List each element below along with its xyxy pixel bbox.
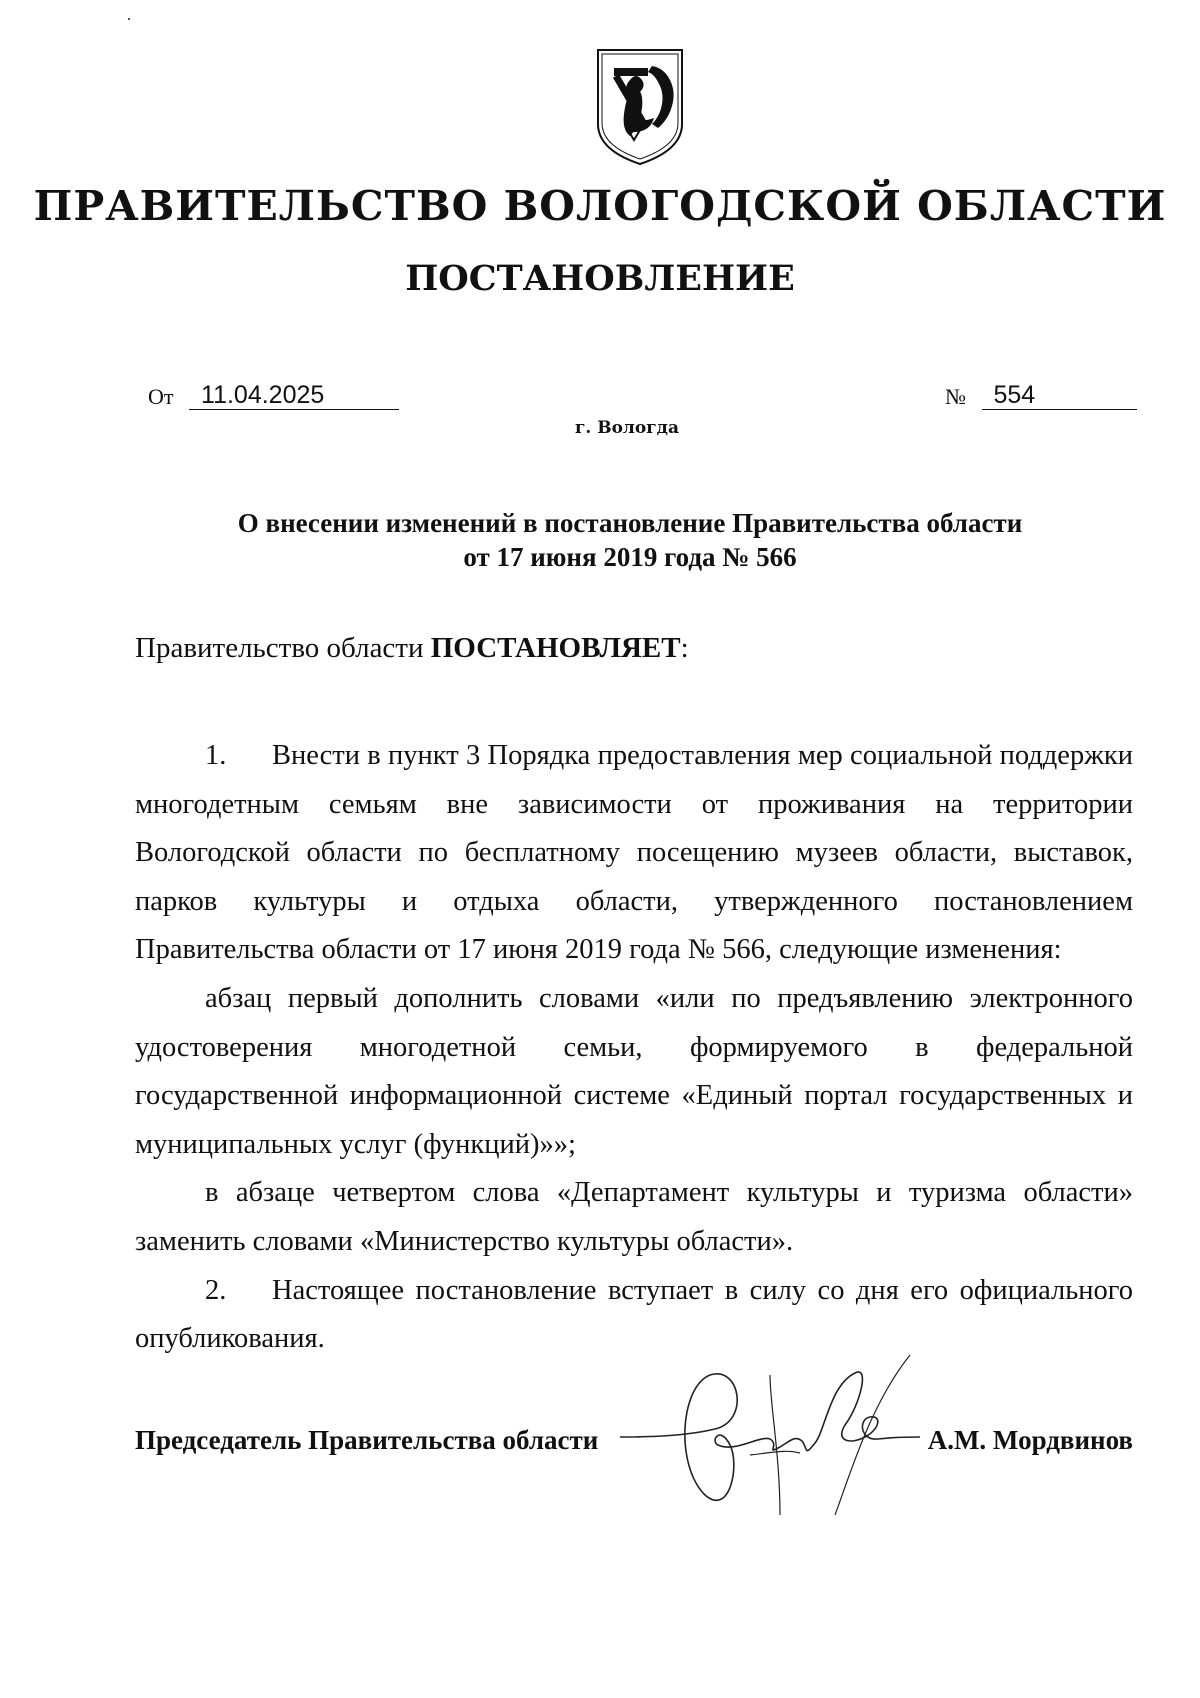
paragraph-number: 1. [205, 740, 227, 771]
subject-line-1: О внесении изменений в постановление Правительства области [237, 508, 1023, 538]
coat-of-arms-emblem [594, 46, 686, 166]
number-value: 554 [982, 382, 1137, 410]
city: г. Вологда [574, 418, 680, 438]
document-subject [180, 506, 1080, 574]
paragraph-text: в абзаце четвертом слова «Департамент культуры и туризма области» заменить словами «Министерство культуры области». [135, 1177, 1133, 1257]
number-label: № [945, 384, 966, 409]
preamble-suffix: : [680, 632, 689, 664]
preamble-text: Правительство области [135, 632, 431, 664]
paragraph-text: абзац первый дополнить словами «или по предъявлению электронного удостоверения многодетной семьи, формируемого в федеральной государственной информационной системе «Единый портал государственных и муниципальных услуг (функций)»»; [135, 982, 1133, 1160]
paragraph-2 [135, 975, 1133, 1169]
date-value: 11.04.2025 [189, 382, 399, 410]
scan-speck [128, 18, 130, 20]
subject-line-2: от 17 июня 2019 года № 566 [463, 542, 797, 572]
preamble [135, 630, 689, 666]
organization-title: ПРАВИТЕЛЬСТВО ВОЛОГОДСКОЙ ОБЛАСТИ [33, 182, 1167, 230]
paragraph-text: Внести в пункт 3 Порядка предоставления мер социальной поддержки многодетным семьям вне зависимости от проживания на территории Вологодской области по бесплатному посещению музеев области, выставок, парков культуры и отдыха области, утвержденного постановлением Правительства области от 17 июня 2019 года № 566, следующие изменения: [135, 740, 1133, 966]
paragraph-text: Настоящее постановление вступает в силу со дня его официального опубликования. [135, 1274, 1133, 1355]
date-label: От [148, 384, 174, 409]
handwritten-signature [620, 1345, 940, 1525]
number-field [945, 382, 1137, 410]
paragraph-3 [135, 1169, 1133, 1266]
paragraph-1 [135, 732, 1133, 975]
document-body [135, 732, 1133, 1364]
signatory-name: А.М. Мордвинов [927, 1425, 1133, 1455]
signatory-position: Председатель Правительства области [135, 1425, 599, 1455]
preamble-emphasis: ПОСТАНОВЛЯЕТ [430, 632, 681, 664]
document-type: ПОСТАНОВЛЕНИЕ [405, 258, 795, 299]
paragraph-number: 2. [205, 1274, 227, 1306]
date-field [148, 382, 399, 410]
